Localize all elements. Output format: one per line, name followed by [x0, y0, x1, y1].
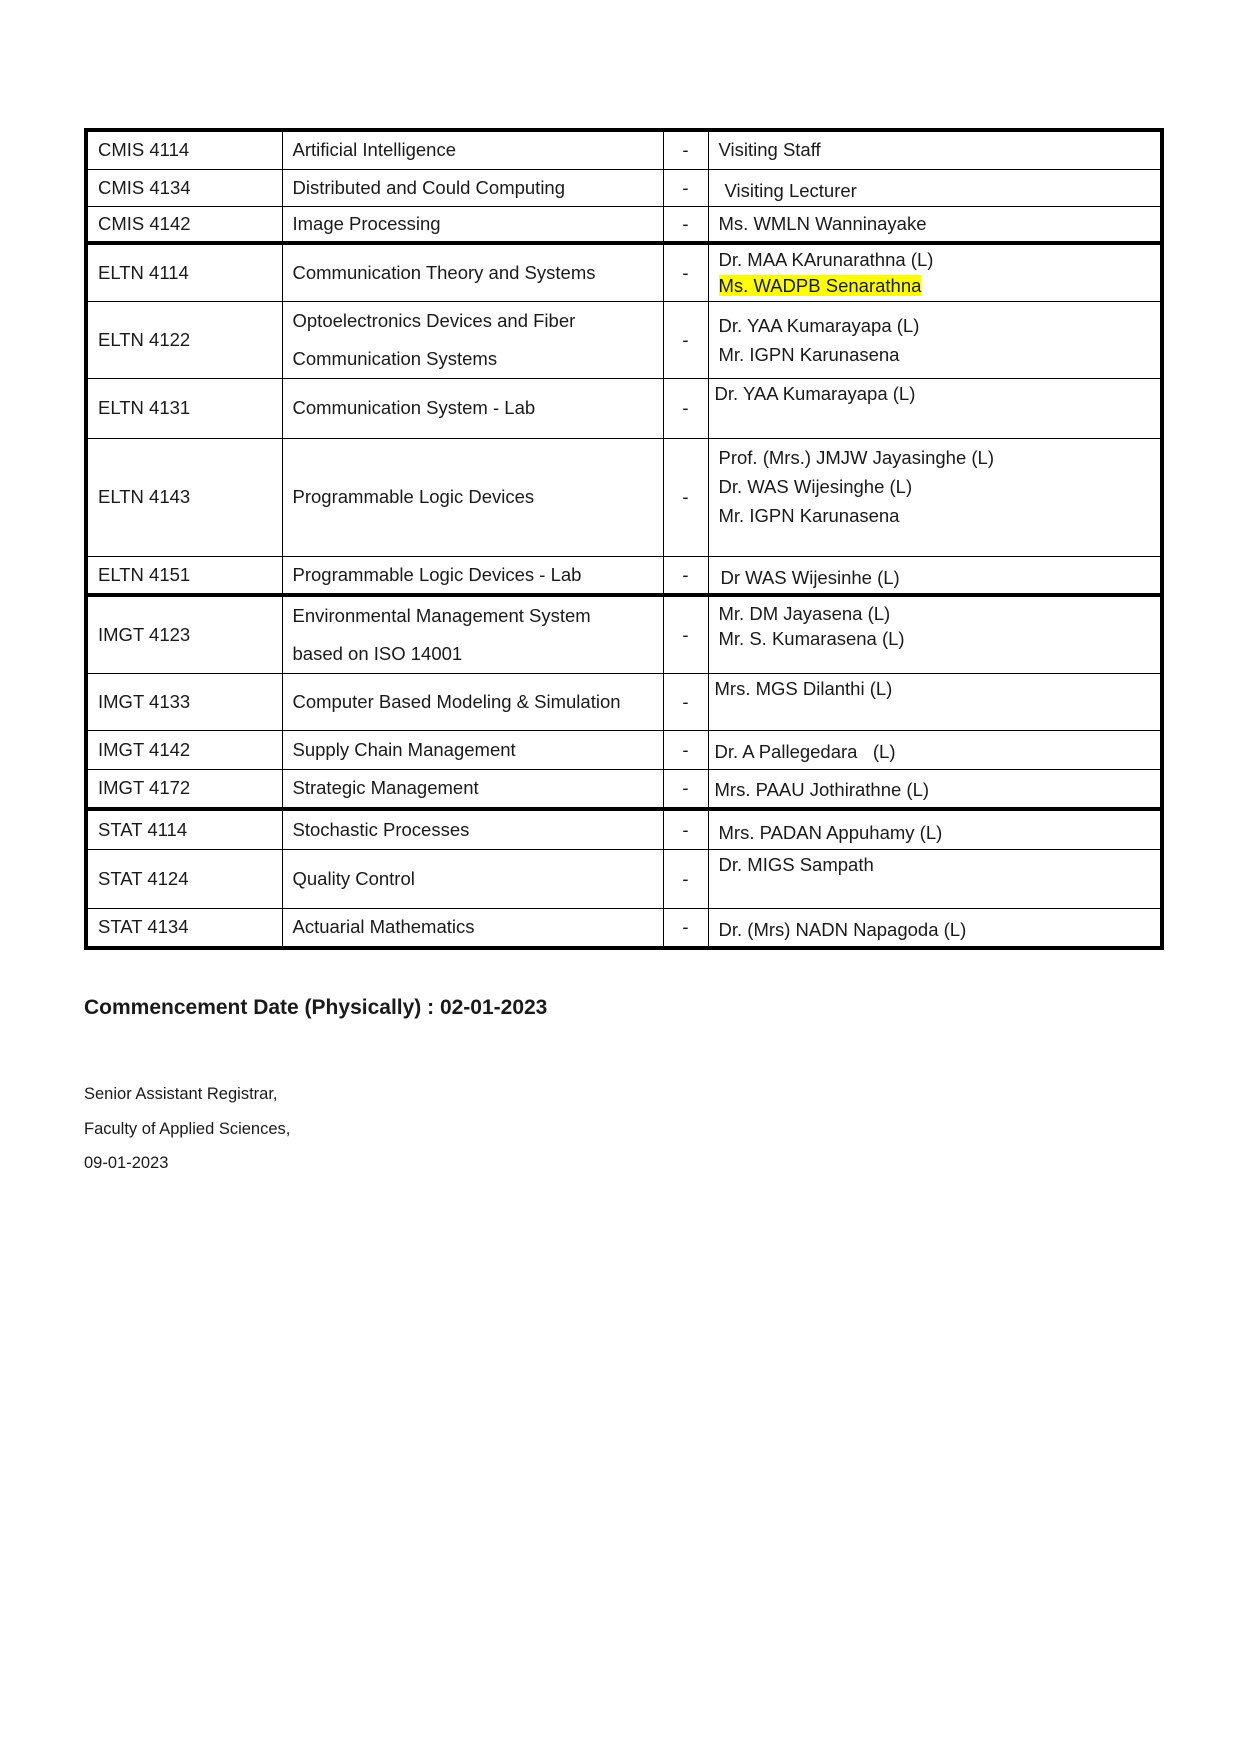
table-row	[86, 731, 1162, 770]
course-title: Computer Based Modeling & Simulation	[282, 674, 663, 731]
separator: -	[663, 169, 708, 206]
course-code: CMIS 4134	[86, 169, 282, 206]
staff-cell: Mrs. PAAU Jothirathne (L)	[708, 770, 1162, 809]
course-title: Supply Chain Management	[282, 731, 663, 770]
staff-cell: Ms. WMLN Wanninayake	[708, 206, 1162, 243]
staff-cell: Dr. MAA KArunarathna (L) Ms. WADPB Senarathna	[708, 243, 1162, 301]
separator: -	[663, 378, 708, 438]
staff-cell: Dr. YAA Kumarayapa (L) Mr. IGPN Karunasena	[708, 301, 1162, 378]
separator: -	[663, 243, 708, 301]
separator: -	[663, 731, 708, 770]
course-title: Distributed and Could Computing	[282, 169, 663, 206]
highlighted-staff-name: Ms. WADPB Senarathna	[718, 274, 922, 296]
table-row	[86, 301, 1162, 378]
course-title: Strategic Management	[282, 770, 663, 809]
separator: -	[663, 438, 708, 556]
staff-cell: Mr. DM Jayasena (L) Mr. S. Kumarasena (L)	[708, 595, 1162, 674]
staff-cell: Mrs. MGS Dilanthi (L)	[708, 674, 1162, 731]
staff-cell: Mrs. PADAN Appuhamy (L)	[708, 809, 1162, 850]
course-code: IMGT 4172	[86, 770, 282, 809]
staff-cell: Prof. (Mrs.) JMJW Jayasinghe (L) Dr. WAS Wijesinghe (L) Mr. IGPN Karunasena	[708, 438, 1162, 556]
separator: -	[663, 809, 708, 850]
table-row	[86, 438, 1162, 556]
table-row	[86, 770, 1162, 809]
course-allocation-table	[84, 128, 1164, 950]
course-code: STAT 4134	[86, 909, 282, 948]
course-title: Artificial Intelligence	[282, 130, 663, 169]
signatory-title: Senior Assistant Registrar,	[84, 1085, 278, 1103]
course-code: ELTN 4131	[86, 378, 282, 438]
separator: -	[663, 556, 708, 595]
course-code: ELTN 4114	[86, 243, 282, 301]
course-code: CMIS 4142	[86, 206, 282, 243]
table-row	[86, 130, 1162, 169]
course-title: Environmental Management System based on ISO 14001	[282, 595, 663, 674]
issue-date: 09-01-2023	[84, 1154, 169, 1172]
separator: -	[663, 850, 708, 909]
course-code: ELTN 4151	[86, 556, 282, 595]
table-row	[86, 556, 1162, 595]
course-code: STAT 4114	[86, 809, 282, 850]
course-title: Quality Control	[282, 850, 663, 909]
course-title: Communication Theory and Systems	[282, 243, 663, 301]
course-code: STAT 4124	[86, 850, 282, 909]
course-code: IMGT 4142	[86, 731, 282, 770]
separator: -	[663, 130, 708, 169]
separator: -	[663, 206, 708, 243]
table-row	[86, 809, 1162, 850]
table-row	[86, 909, 1162, 948]
staff-cell: Visiting Staff	[708, 130, 1162, 169]
table-row	[86, 378, 1162, 438]
course-code: ELTN 4143	[86, 438, 282, 556]
course-title: Programmable Logic Devices	[282, 438, 663, 556]
table-row	[86, 243, 1162, 301]
course-code: IMGT 4123	[86, 595, 282, 674]
course-title: Optoelectronics Devices and Fiber Communication Systems	[282, 301, 663, 378]
faculty-name: Faculty of Applied Sciences,	[84, 1120, 291, 1138]
staff-cell: Dr. (Mrs) NADN Napagoda (L)	[708, 909, 1162, 948]
separator: -	[663, 909, 708, 948]
course-title: Actuarial Mathematics	[282, 909, 663, 948]
separator: -	[663, 770, 708, 809]
table-row	[86, 850, 1162, 909]
table-row	[86, 595, 1162, 674]
course-title: Stochastic Processes	[282, 809, 663, 850]
staff-cell: Visiting Lecturer	[708, 169, 1162, 206]
table-row	[86, 206, 1162, 243]
commencement-date: Commencement Date (Physically) : 02-01-2023	[84, 996, 548, 1019]
table-row	[86, 169, 1162, 206]
staff-cell: Dr WAS Wijesinhe (L)	[708, 556, 1162, 595]
separator: -	[663, 595, 708, 674]
course-code: IMGT 4133	[86, 674, 282, 731]
course-title: Programmable Logic Devices - Lab	[282, 556, 663, 595]
course-title: Communication System - Lab	[282, 378, 663, 438]
staff-cell: Dr. A Pallegedara (L)	[708, 731, 1162, 770]
table-row	[86, 674, 1162, 731]
course-title: Image Processing	[282, 206, 663, 243]
separator: -	[663, 674, 708, 731]
course-code: ELTN 4122	[86, 301, 282, 378]
course-code: CMIS 4114	[86, 130, 282, 169]
separator: -	[663, 301, 708, 378]
staff-cell: Dr. MIGS Sampath	[708, 850, 1162, 909]
staff-cell: Dr. YAA Kumarayapa (L)	[708, 378, 1162, 438]
